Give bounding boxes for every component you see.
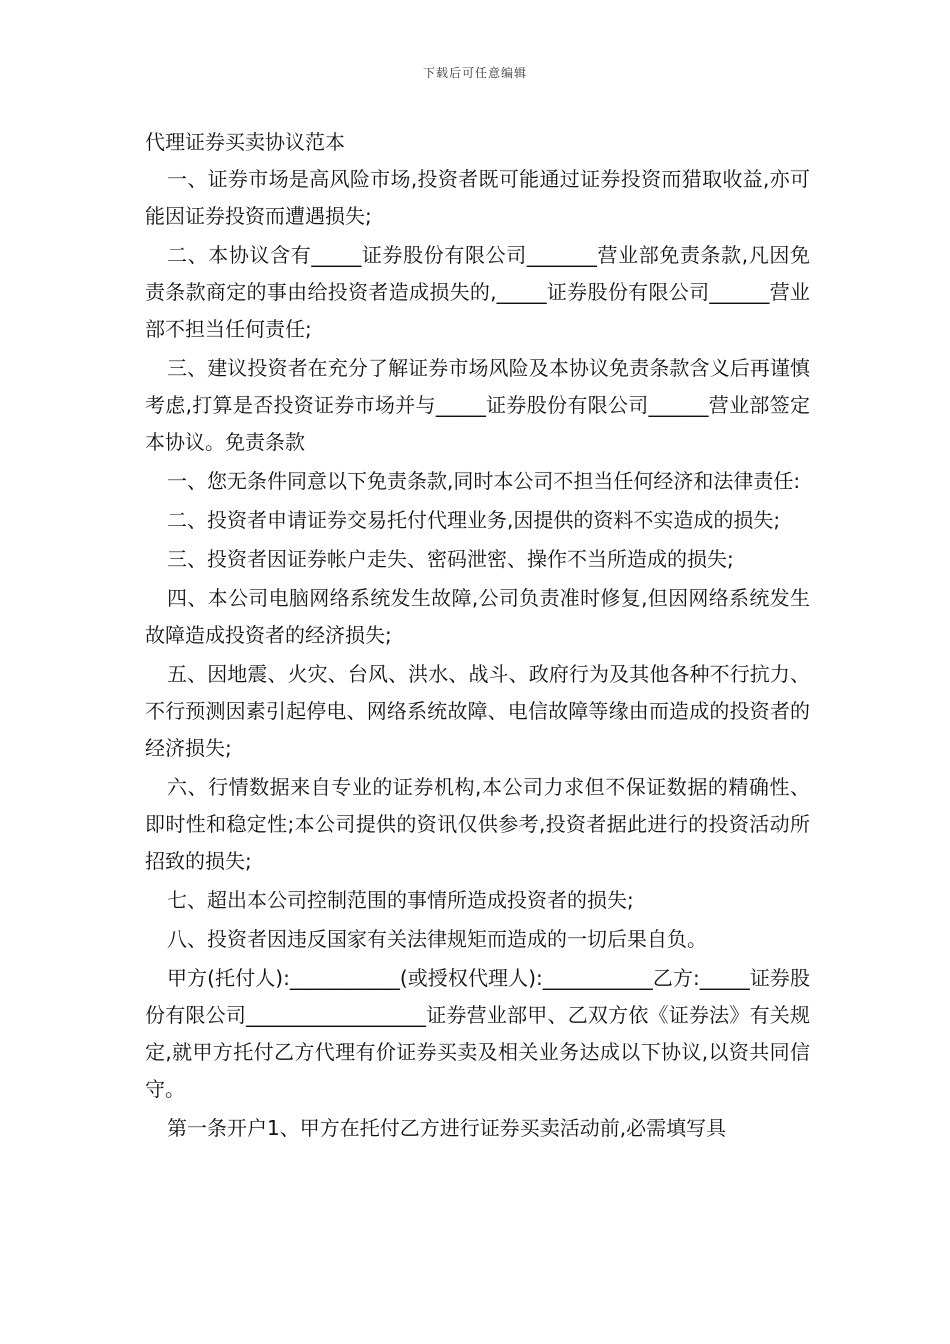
paragraph-13: 第一条开户1、甲方在托付乙方进行证券买卖活动前,必需填写具 <box>167 1116 727 1140</box>
paragraph-1: 一、证券市场是高风险市场,投资者既可能通过证券投资而猎取收益,亦可能因证券投资而遭遇损失; <box>145 167 810 228</box>
paragraph-5: 二、投资者申请证券交易托付代理业务,因提供的资料不实造成的损失; <box>167 508 781 532</box>
document-body <box>145 124 810 1149</box>
paragraph-2: 二、本协议含有_____证券股份有限公司_______营业部免责条款,凡因免责条款商定的事由给投资者造成损失的,_____证券股份有限公司______营业部不担当任何责任; <box>145 243 810 341</box>
paragraph-7: 四、本公司电脑网络系统发生故障,公司负责准时修复,但因网络系统发生故障造成投资者的经济损失; <box>145 586 810 647</box>
paragraph-10: 七、超出本公司控制范围的事情所造成投资者的损失; <box>167 888 634 912</box>
paragraph-11: 八、投资者因违反国家有关法律规矩而造成的一切后果自负。 <box>167 927 707 951</box>
document-title: 代理证券买卖协议范本 <box>145 130 345 154</box>
paragraph-6: 三、投资者因证券帐户走失、密码泄密、操作不当所造成的损失; <box>167 547 734 571</box>
paragraph-3: 三、建议投资者在充分了解证券市场风险及本协议免责条款含义后再谨慎考虑,打算是否投资证券市场并与_____证券股份有限公司______营业部签定本协议。免责条款 <box>145 356 810 454</box>
paragraph-12: 甲方(托付人):___________(或授权代理人):___________乙方:_____证券股份有限公司__________________证券营业部甲、乙双方依《证券法》有关规定,就甲方托付乙方代理有价证券买卖及相关业务达成以下协议,以资共同信守。 <box>145 966 810 1101</box>
paragraph-4: 一、您无条件同意以下免责条款,同时本公司不担当任何经济和法律责任: <box>167 469 801 493</box>
paragraph-8: 五、因地震、火灾、台风、洪水、战斗、政府行为及其他各种不行抗力、不行预测因素引起停电、网络系统故障、电信故障等缘由而造成的投资者的经济损失; <box>145 662 810 760</box>
page-header-note: 下载后可任意编辑 <box>422 66 527 80</box>
paragraph-9: 六、行情数据来自专业的证券机构,本公司力求但不保证数据的精确性、即时性和稳定性;本公司提供的资讯仅供参考,投资者据此进行的投资活动所招致的损失; <box>145 775 810 873</box>
